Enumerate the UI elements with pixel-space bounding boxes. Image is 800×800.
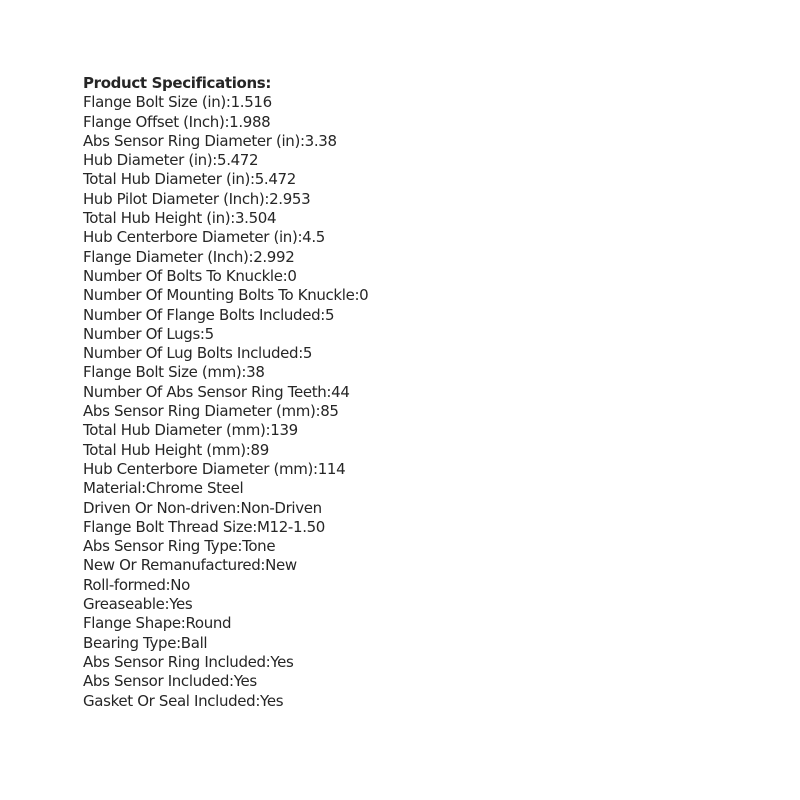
spec-line-hub-centerbore-diameter-in: Hub Centerbore Diameter (in):4.5 (83, 228, 325, 247)
spec-line-total-hub-height-mm: Total Hub Height (mm):89 (83, 440, 269, 459)
spec-line-abs-sensor-included: Abs Sensor Included:Yes (83, 672, 257, 691)
spec-line-hub-diameter-in: Hub Diameter (in):5.472 (83, 151, 259, 170)
specifications-title: Product Specifications: (83, 74, 271, 92)
spec-line-number-of-lug-bolts-included: Number Of Lug Bolts Included:5 (83, 344, 313, 363)
spec-line-bearing-type: Bearing Type:Ball (83, 633, 208, 652)
product-specifications-section (83, 74, 368, 711)
spec-line-roll-formed: Roll-formed:No (83, 575, 190, 594)
spec-line-flange-offset-inch: Flange Offset (Inch):1.988 (83, 112, 271, 131)
spec-line-total-hub-diameter-in: Total Hub Diameter (in):5.472 (83, 170, 296, 189)
spec-line-abs-sensor-ring-included: Abs Sensor Ring Included:Yes (83, 652, 294, 671)
spec-line-hub-pilot-diameter-inch: Hub Pilot Diameter (Inch):2.953 (83, 189, 311, 208)
spec-line-abs-sensor-ring-diameter-mm: Abs Sensor Ring Diameter (mm):85 (83, 402, 339, 421)
spec-line-total-hub-height-in: Total Hub Height (in):3.504 (83, 209, 277, 228)
spec-line-hub-centerbore-diameter-mm: Hub Centerbore Diameter (mm):114 (83, 459, 346, 478)
spec-line-abs-sensor-ring-diameter-in: Abs Sensor Ring Diameter (in):3.38 (83, 131, 337, 150)
spec-line-flange-bolt-thread-size: Flange Bolt Thread Size:M12-1.50 (83, 517, 325, 536)
spec-line-abs-sensor-ring-type: Abs Sensor Ring Type:Tone (83, 537, 276, 556)
spec-line-number-of-mounting-bolts-to-knuckle: Number Of Mounting Bolts To Knuckle:0 (83, 286, 369, 305)
spec-line-greaseable: Greaseable:Yes (83, 595, 193, 614)
spec-line-gasket-or-seal-included: Gasket Or Seal Included:Yes (83, 691, 284, 710)
spec-line-material: Material:Chrome Steel (83, 479, 244, 498)
spec-line-number-of-abs-sensor-ring-teeth: Number Of Abs Sensor Ring Teeth:44 (83, 382, 350, 401)
spec-line-number-of-flange-bolts-included: Number Of Flange Bolts Included:5 (83, 305, 335, 324)
spec-line-new-or-remanufactured: New Or Remanufactured:New (83, 556, 297, 575)
spec-line-flange-bolt-size-mm: Flange Bolt Size (mm):38 (83, 363, 265, 382)
spec-line-driven-or-non-driven: Driven Or Non-driven:Non-Driven (83, 498, 322, 517)
spec-line-number-of-lugs: Number Of Lugs:5 (83, 324, 214, 343)
spec-line-total-hub-diameter-mm: Total Hub Diameter (mm):139 (83, 421, 298, 440)
spec-line-flange-shape: Flange Shape:Round (83, 614, 232, 633)
spec-line-flange-diameter-inch: Flange Diameter (Inch):2.992 (83, 247, 295, 266)
spec-line-number-of-bolts-to-knuckle: Number Of Bolts To Knuckle:0 (83, 266, 297, 285)
spec-line-flange-bolt-size-in: Flange Bolt Size (in):1.516 (83, 93, 272, 112)
